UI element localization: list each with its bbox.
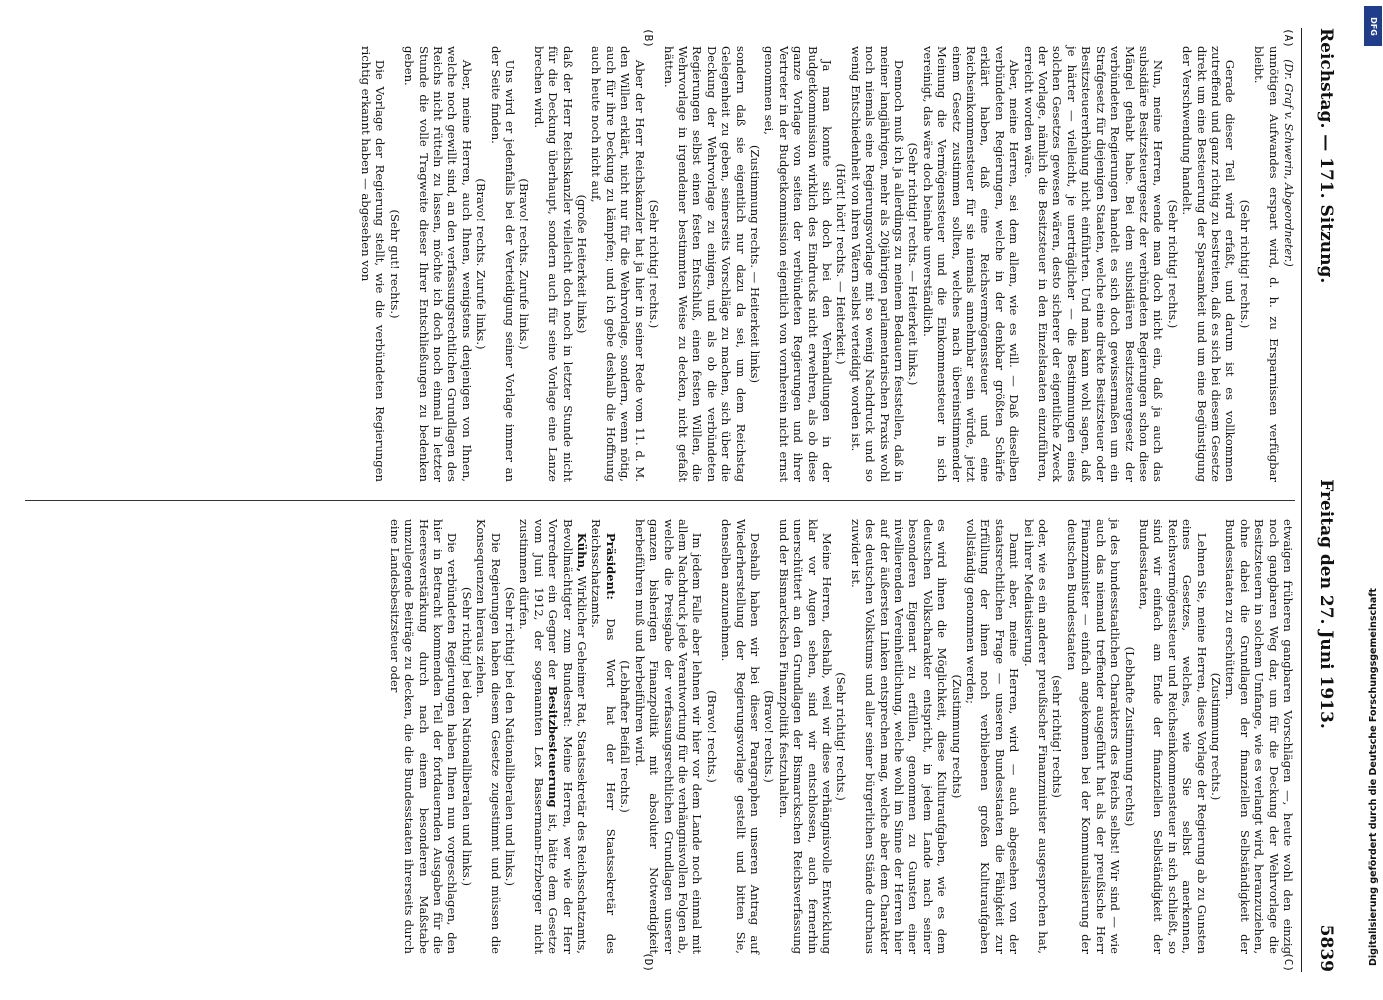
paragraph: es wird ihnen die Möglichkeit, diese Kulturaufgaben, wie es dem deutschen Volkscharakter entspricht, in jedem Lande nach seiner besonderen Eigenart zu erfüllen, genommen zu Gunsten einer nivellierenden Vereinheitlichung, welche wohl im Sinne der Herren hier auf der äußersten Linken entsprechen mag, welche aber dem Charakter des deutschen Volkstums und aller seiner bürgerlichen Stände durchaus zuwider ist. — [848, 519, 950, 954]
speech-text: ist, hätte dem Gesetze vom Juni 1912, der sogenannten Lex Bassermann-Erzberger nicht zustimmen dürfen. — [517, 519, 561, 955]
reaction: (Bravo! rechts.) — [704, 690, 719, 783]
speaker-head: (Dr. Graf v. Schwerin, Abgeordneter.) — [1282, 59, 1295, 267]
paragraph-president — [589, 519, 618, 954]
paragraph: etwaigen früheren gangbaren Vorschlägen —, heute wohl den einzig noch gangbaren Weg dar, um für die Deckung der Wehrvorlage die Besitzsteuern in solchem Umfange, wie es verlangt wird, heranzuziehen, ohne dabei die Grundlagen der finanziellen Selbständigkeit der Bundesstaaten zu erschüttern. — [1223, 519, 1295, 954]
paragraph: sondern daß sie eigentlich nur dazu da sei, um dem Reichstag Gelegenheit zu geben, seinerseits Vorschläge zu machen, sich über die Deckung der Wehrvorlage zu einigen, und als ob die verbündeten Regierungen selbst einen festen Entschluß, einen festen Willen, die Wehrvorlage in irgendeiner bestimmten Weise zu decken, nicht gefaßt hätten. — [661, 46, 748, 482]
reaction: (Sehr richtig! bei den Nationalliberalen und links.) — [503, 587, 518, 886]
reaction: (sehr richtig! rechts) — [1050, 675, 1065, 798]
paragraph: ja des bundesstaatlichen Charakters des Reichs selbst! Wir sind — wie auch das niemand treffender ausgeführt hat als der preußische Herr Finanzminister — einfach angekommen bei der Kommunalisierung der deutschen Bundesstaaten — [1064, 519, 1123, 954]
margin-marker-b: (B) — [642, 28, 655, 48]
header-left: Reichstag. — 171. Sitzung. — [1316, 28, 1336, 284]
reaction: (Zustimmung rechts.) — [1208, 672, 1223, 801]
paragraph: Die Regierungen haben diesem Gesetze zugestimmt und müssen die Konsequenzen hieraus ziehen. — [474, 519, 503, 954]
reaction: (Sehr gut! rechts.) — [387, 209, 402, 319]
paragraph: Nun, meine Herren, wende man doch nicht ein, daß ja auch das subsidiäre Besitzsteuergesetz der verbündeten Regierungen schon diese Mängel gehabt habe. Bei dem subsidiären Besitzsteuergesetz der verbündeten Regierungen handelt es sich doch gewissermaßen um ein Strafgesetz für diejenigen Staaten, welche eine direkte Besitzsteuer oder Besitzsteuererhöhung nicht einführten. Und man kann wohl sagen, daß je härter — vielleicht, je unerträglicher — die Bestimmungen eines solchen Gesetzes gewesen wären, desto sicherer der eigentliche Zweck der Vorlage, nämlich die Besitzsteuer in den Einzelstaaten einzuführen, erreicht worden wäre. — [1021, 46, 1166, 482]
reaction: (Hört! hört! rechts. — Heiterkeit.) — [834, 163, 849, 365]
reaction: (Zustimmung rechts. — Heiterkeit links) — [747, 144, 762, 384]
reaction: (Sehr richtig! rechts.) — [647, 199, 662, 329]
reaction: (Sehr richtig! rechts.) — [834, 672, 849, 801]
paragraph: Aber, meine Herren, sei dem allem, wie es will. — Daß dieselben verbündeten Regierungen, welche in der denkbar größten Schärfe erklärt haben, daß eine Reichsvermögenssteuer und eine Reichseinkommensteuer für sie niemals annehmbar sein würde, jetzt einem Gesetz zustimmen sollten, welches nach übereinstimmender Meinung die Vermögenssteuer und die Einkommensteuer in sich vereinigt, das wäre doch beinahe unverständlich. — [920, 46, 1022, 482]
right-column — [25, 500, 1295, 972]
reaction: (Zustimmung rechts) — [949, 674, 964, 799]
reaction: (Sehr richtig! rechts.) — [1237, 199, 1252, 329]
emphasis: Besitzbesteuerung — [546, 685, 561, 808]
paragraph: unnötigen Aufwandes erspart wird, d. h. zu Ersparnissen verfügbar bleibt. — [1252, 46, 1281, 482]
paragraph: Die Vorlage der Regierung stellt, wie die verbündeten Regierungen richtig erkannt haben — abgesehen von — [359, 46, 388, 482]
newspaper-page — [16, 20, 1336, 980]
paragraph: Dennoch muß ich ja allerdings zu meinem Bedauern feststellen, daß in meiner langjährigen, mehr als 20jährigen parlamentarischen Praxis wohl noch niemals eine Regierungsvorlage mit so wenig Nachdruck und so wenig Entschiedenheit von ihren Vätern selbst verteidigt worden ist. — [848, 46, 907, 482]
paragraph: Gerade dieser Teil wird erfaßt, und darum ist es vollkommen zutreffend und ganz richtig zu bestreiten, daß es sich bei diesem Gesetze direkt um eine Besteuerung der Sparsamkeit und um eine Begünstigung der Verschwendung handelt. — [1180, 46, 1238, 482]
page-number: 5839 — [1316, 924, 1336, 972]
paragraph: Die verbündeten Regierungen haben Ihnen nun vorgeschlagen, den hier in Betracht kommenden Teil der fortdauernden Ausgaben für die Heeresverstärkung durch nach einem besonderen Maßstabe umzulegende Beiträge zu decken, die die Bundesstaaten ihrerseits durch eine Landesbesitzsteuer oder — [387, 519, 460, 954]
speaker-name: Kühn, — [575, 532, 590, 573]
text-columns — [25, 28, 1295, 972]
paragraph: oder, wie es ein anderer preußischer Finanzminister ausgesprochen hat, bei ihrer Mediatisierung. — [1021, 519, 1051, 954]
reaction: (Sehr richtig! rechts.) — [1165, 199, 1180, 329]
speech-text: Wirklicher Geheimer Rat, Staatssekretär des Reichsschatzamts, Bevollmächtigter zum Bundesrat: Meine Herren, wer wie der Herr Vorredner ein Gegner der — [546, 519, 590, 954]
header-date: Freitag den 27. Juni 1913. — [1316, 479, 1336, 729]
dfg-logo: DFG — [1364, 6, 1382, 46]
reaction: (große Heiterkeit links) — [575, 194, 590, 334]
paragraph: Aber der Herr Reichskanzler hat ja hier in seiner Rede vom 11. d. M. den Willen erklärt, nicht nur für die Wehrvorlage, sondern, wenn nötig, auch für ihre Deckung zu kämpfen; und ich gebe deshalb die Hoffnung auch heute noch nicht auf, — [589, 46, 647, 482]
speech-text: Das Wort hat der Herr Staatssekretär des Reichsschatzamts. — [589, 519, 618, 954]
paragraph: Meine Herren, deshalb, weil wir diese verhängnisvolle Entwicklung klar vor Augen sehen, sind wir entschlossen, auch fernerhin unerschüttert an den Grundlagen der Bismarckschen Reichsverfassung und der Bismarckschen Finanzpolitik festzuhalten. — [776, 519, 834, 954]
margin-marker-a: (A) — [1282, 28, 1295, 48]
paragraph: Lehnen Sie, meine Herren, diese Vorlage der Regierung ab zu Gunsten eines Gesetzes, welches, wie Sie selbst anerkennen, Reichsvermögenssteuer und Reichseinkommensteuer in sich schließt, so sind wir einfach am Ende der finanziellen Selbständigkeit der Bundesstaaten, — [1136, 519, 1209, 954]
margin-marker-d: (D) — [642, 952, 655, 972]
paragraph: Ja man konnte sich doch bei den Verhandlungen in der Budgetkommission wirklich des Eindrucks nicht erwehren, als ob diese ganze Vorlage von seiten der verbündeten Regierungen und ihrer Vertreter in der Budgetkommission eigentlich von vornherein nicht ernst genommen sei, — [762, 46, 834, 482]
speaker-name: Präsident: — [603, 532, 618, 600]
reaction: (Bravo! rechts. Zurufe links.) — [474, 178, 489, 350]
reaction: (Bravo! rechts. Zurufe links.) — [517, 178, 532, 350]
reaction: (Sehr richtig! bei den Nationalliberalen und links.) — [459, 587, 474, 886]
reaction: (Bravo! rechts.) — [762, 690, 777, 783]
running-head — [1301, 28, 1336, 972]
left-column — [25, 28, 1295, 500]
paragraph: Uns wird er jedenfalls bei der Verteidigung seiner Vorlage immer an der Seite finden. — [488, 46, 518, 482]
paragraph: daß der Herr Reichskanzler vielleicht doch noch in letzter Stunde nicht für die Deckung überhaupt, sondern auch für seine Vorlage eine Lanze brechen wird. — [531, 46, 575, 482]
reaction: (Lebhafte Zustimmung rechts) — [1122, 646, 1137, 827]
paragraph-secretary — [517, 519, 589, 954]
reaction: (Lebhafter Beifall rechts.) — [618, 660, 633, 813]
paragraph: Deshalb haben wir bei dieser Paragraphen unseren Antrag auf Wiederherstellung der Regierungsvorlage gestellt und bitten Sie, denselben anzunehmen. — [719, 519, 762, 954]
paragraph: Im jedem Falle aber lehnen wir hier vor dem Lande noch einmal mit allem Nachdruck jede Verantwortung für die verhängnisvollen Folgen ab, welche die Preisgabe der verfassungsrechtlichen Grundlagen unserer ganzen bisherigen Finanzpolitik mit absoluter Notwendigkeit herbeiführen muß und herbeiführen wird. — [632, 519, 705, 954]
paragraph: Damit aber, meine Herren, wird — auch abgesehen von der staatsrechtlichen Frage — unseren Bundesstaaten die Fähigkeit zur Erfüllung der ihnen noch verbliebenen großen Kulturaufgaben vollständig genommen werden; — [964, 519, 1022, 954]
margin-marker-c: (C) — [1282, 952, 1295, 972]
reaction: (Sehr richtig! rechts. — Heiterkeit links.) — [906, 142, 921, 386]
digitization-caption: Digitalisierung gefördert durch die Deutsche Forschungsgemeinschaft — [1368, 588, 1379, 966]
paragraph: Aber, meine Herren, auch Ihnen, wenigstens denjenigen von Ihnen, welche noch gewillt sind, an den verfassungsrechtlichen Grundlagen des Reichs nicht rütteln zu lassen, möchte ich doch noch einmal in letzter Stunde die volle Tragweite dieser Ihrer Entschließungen zu bedenken geben. — [402, 46, 474, 482]
